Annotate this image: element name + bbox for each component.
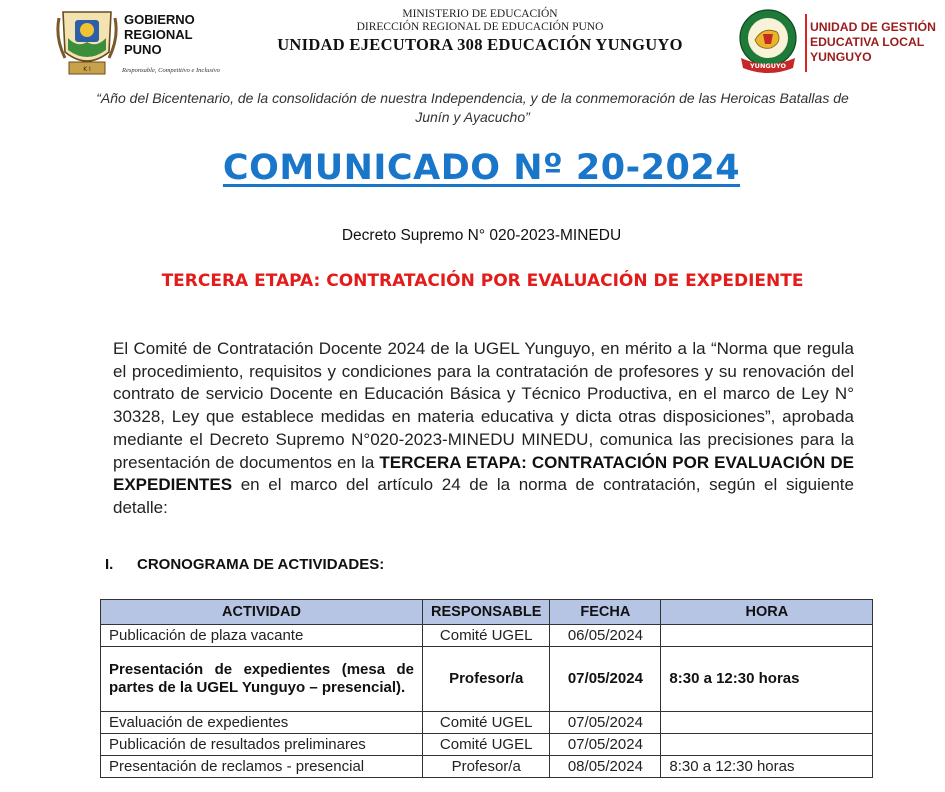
table-row (101, 712, 873, 734)
intro-text-part1: El Comité de Contratación Docente 2024 de la UGEL Yunguyo, en mérito a la “Norma que regula el procedimiento, requisitos y condiciones para la contratación de profesores y su renovación del contrato de servicio Docente en Educación Básica y Técnico Productiva, en el marco de Ley N° 30328, Ley que establece medidas en materia educativa y dicta otras disposiciones”, aprobada mediante el Decreto Supremo N°020-2023-MINEDU MINEDU, comunica las precisiones para la presentación de documentos en la (113, 339, 854, 472)
table-row (101, 647, 873, 712)
cell-hora: 8:30 a 12:30 horas (661, 647, 873, 712)
cell-actividad: Presentación de expedientes (mesa de partes de la UGEL Yunguyo – presencial). (101, 647, 423, 712)
communique-title (0, 148, 945, 188)
stage-heading: TERCERA ETAPA: CONTRATACIÓN POR EVALUACIÓN DE EXPEDIENTE (161, 271, 804, 291)
gobierno-regional-puno-logo (55, 8, 119, 76)
table-row (101, 734, 873, 756)
cell-responsable: Profesor/a (423, 647, 550, 712)
intro-bold-stage: TERCERA ETAPA: CONTRATACIÓN POR EVALUACIÓN DE EXPEDIENTES (113, 452, 854, 495)
cell-hora (661, 625, 873, 647)
cell-fecha: 07/05/2024 (550, 712, 661, 734)
communique-title-text: COMUNICADO Nº 20-2024 (222, 148, 741, 188)
cell-fecha: 07/05/2024 (550, 734, 661, 756)
cell-responsable: Comité UGEL (423, 712, 550, 734)
decree-reference: Decreto Supremo N° 020-2023-MINEDU (341, 227, 622, 244)
gobierno-regional-name (124, 12, 195, 57)
cell-fecha: 06/05/2024 (550, 625, 661, 647)
ugel-line-1: UNIDAD DE GESTIÓN (810, 20, 936, 34)
year-motto: “Año del Bicentenario, de la consolidación de nuestra Independencia, y de la conmemoración de las Heroicas Batallas de Junín y Ayacucho” (96, 90, 849, 125)
cell-actividad: Publicación de plaza vacante (101, 625, 423, 647)
svg-text:K I: K I (83, 66, 91, 73)
executing-unit-name: UNIDAD EJECUTORA 308 EDUCACIÓN YUNGUYO (277, 35, 683, 54)
section-title: CRONOGRAMA DE ACTIVIDADES: (137, 556, 385, 573)
ministry-name: MINISTERIO DE EDUCACIÓN (402, 8, 558, 20)
ugel-yunguyo-seal (733, 8, 803, 76)
ugel-name (810, 20, 936, 65)
cell-hora (661, 734, 873, 756)
table-row (101, 625, 873, 647)
header-fecha: FECHA (550, 600, 661, 625)
cell-actividad: Presentación de reclamos - presencial (101, 756, 423, 778)
ugel-seal-ribbon-text: YUNGUYO (749, 62, 787, 70)
cell-responsable: Comité UGEL (423, 625, 550, 647)
regional-direction-name: DIRECCIÓN REGIONAL DE EDUCACIÓN PUNO (356, 21, 604, 33)
cell-hora (661, 712, 873, 734)
cell-responsable: Profesor/a (423, 756, 550, 778)
cell-actividad: Publicación de resultados preliminares (101, 734, 423, 756)
cell-hora: 8:30 a 12:30 horas (661, 756, 873, 778)
schedule-table (100, 599, 873, 778)
header-hora: HORA (661, 600, 873, 625)
gobierno-line-1: GOBIERNO (124, 12, 195, 27)
cell-fecha: 07/05/2024 (550, 647, 661, 712)
gobierno-slogan: Responsable, Competitivo e Inclusivo (122, 67, 220, 74)
ugel-divider (805, 14, 807, 72)
intro-text-part2: en el marco del artículo 24 de la norma de contratación, según el siguiente detalle: (113, 475, 854, 517)
section-number: I. (105, 556, 114, 573)
header-actividad: ACTIVIDAD (101, 600, 423, 625)
institution-header (240, 8, 720, 56)
intro-paragraph (113, 338, 854, 520)
ugel-line-2: EDUCATIVA LOCAL (810, 35, 925, 49)
table-header-row (101, 600, 873, 625)
cell-actividad: Evaluación de expedientes (101, 712, 423, 734)
cell-fecha: 08/05/2024 (550, 756, 661, 778)
gobierno-line-3: PUNO (124, 42, 162, 57)
section-heading (105, 556, 384, 573)
ugel-line-3: YUNGUYO (810, 50, 872, 64)
gobierno-line-2: REGIONAL (124, 27, 193, 42)
cell-responsable: Comité UGEL (423, 734, 550, 756)
table-row (101, 756, 873, 778)
header-responsable: RESPONSABLE (423, 600, 550, 625)
